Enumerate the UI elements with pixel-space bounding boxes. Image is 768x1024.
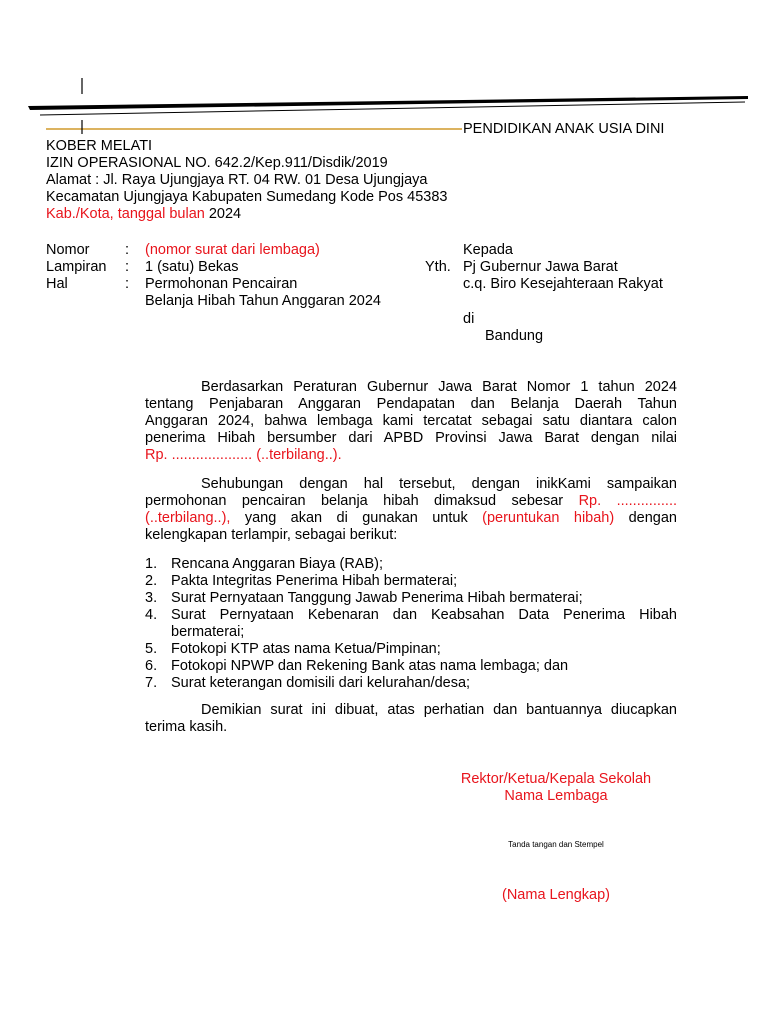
place-date-year: 2024 [204, 206, 242, 222]
closing-paragraph [145, 702, 677, 736]
terbilang-placeholder: (..terbilang..), [145, 510, 231, 526]
signatory-organization: Nama Lembaga [504, 788, 608, 804]
hal-value-line-2: Belanja Hibah Tahun Anggaran 2024 [145, 293, 381, 309]
recipient-di: di [463, 311, 475, 327]
hal-label: Hal [46, 276, 68, 292]
recipient-city: Bandung [485, 328, 544, 344]
address-line-1: Alamat : Jl. Raya Ujungjaya RT. 04 RW. 01 Desa Ujungjaya [46, 172, 428, 188]
paragraph-2-line-1: Sehubungan dengan hal tersebut, dengan inikKami sampaikan [201, 476, 677, 492]
list-item: 6. Fotokopi NPWP dan Rekening Bank atas nama lembaga; dan [145, 658, 569, 674]
signature-stamp-note: Tanda tangan dan Stempel [508, 840, 604, 849]
attachment-list [145, 556, 677, 692]
recipient-yth: Yth. [425, 259, 451, 275]
recipient-kepada: Kepada [463, 242, 513, 258]
list-item: 4. Surat Pernyataan Kebenaran dan Keabsahan Data Penerima Hibah bermaterai; [145, 607, 677, 640]
list-item: 5. Fotokopi KTP atas nama Ketua/Pimpinan; [145, 641, 441, 657]
list-item: 1. Rencana Anggaran Biaya (RAB); [145, 556, 383, 572]
paragraph-2-line-3: (..terbilang..), yang akan di gunakan untuk (peruntukan hibah) dengan [145, 510, 677, 526]
lampiran-value: 1 (satu) Bekas [145, 259, 239, 275]
paragraph-1 [145, 379, 677, 464]
nomor-colon: : [125, 242, 130, 258]
signatory-title: Rektor/Ketua/Kepala Sekolah [460, 771, 652, 787]
peruntukan-placeholder: (peruntukan hibah) [482, 510, 615, 526]
program-name: PENDIDIKAN ANAK USIA DINI [463, 121, 665, 137]
list-item: 2. Pakta Integritas Penerima Hibah bermaterai; [145, 573, 458, 589]
paragraph-1-line-4: penerima Hibah bersumber dari APBD Provinsi Jawa Barat dengan nilai [145, 430, 677, 446]
recipient-cq: c.q. Biro Kesejahteraan Rakyat [463, 276, 663, 292]
institution-name: KOBER MELATI [46, 138, 153, 154]
hal-colon: : [125, 276, 130, 292]
paragraph-2-line-4: kelengkapan terlampir, sebagai berikut: [145, 527, 398, 543]
paragraph-1-line-2: tentang Penjabaran Anggaran Pendapatan dan Belanja Daerah Tahun [145, 396, 677, 412]
permit-number: IZIN OPERASIONAL NO. 642.2/Kep.911/Disdik/2019 [46, 155, 388, 171]
lampiran-label: Lampiran [46, 259, 107, 275]
horizontal-brush-stroke [28, 96, 748, 110]
list-item: 7. Surat keterangan domisili dari kelurahan/desa; [145, 675, 471, 691]
hal-value-line-1: Permohonan Pencairan [145, 276, 298, 292]
place-date [46, 206, 241, 223]
paragraph-1-line-1: Berdasarkan Peraturan Gubernur Jawa Barat Nomor 1 tahun 2024 [201, 379, 677, 395]
paragraph-2-line-2: permohonan pencairan belanja hibah dimaksud sebesar Rp. ............... [145, 493, 677, 509]
amount-placeholder: Rp. ............... [578, 493, 677, 509]
place-date-placeholder: Kab./Kota, tanggal bulan [46, 206, 205, 222]
paragraph-2 [145, 476, 677, 544]
address-line-2: Kecamatan Ujungjaya Kabupaten Sumedang Kode Pos 45383 [46, 189, 448, 205]
nomor-label: Nomor [46, 242, 90, 258]
lampiran-colon: : [125, 259, 130, 275]
paragraph-1-line-3: Anggaran 2024, bahwa lembaga kami tercatat sebagai satu diantara calon [145, 413, 677, 429]
list-item: 3. Surat Pernyataan Tanggung Jawab Penerima Hibah bermaterai; [145, 590, 583, 606]
signatory-name: (Nama Lengkap) [502, 887, 610, 903]
paragraph-1-amount-placeholder: Rp. .................... (..terbilang..). [145, 447, 342, 463]
nomor-value: (nomor surat dari lembaga) [145, 242, 320, 258]
recipient-name: Pj Gubernur Jawa Barat [463, 259, 618, 275]
closing-line-1: Demikian surat ini dibuat, atas perhatian dan bantuannya diucapkan [201, 702, 677, 718]
closing-line-2: terima kasih. [145, 719, 228, 735]
